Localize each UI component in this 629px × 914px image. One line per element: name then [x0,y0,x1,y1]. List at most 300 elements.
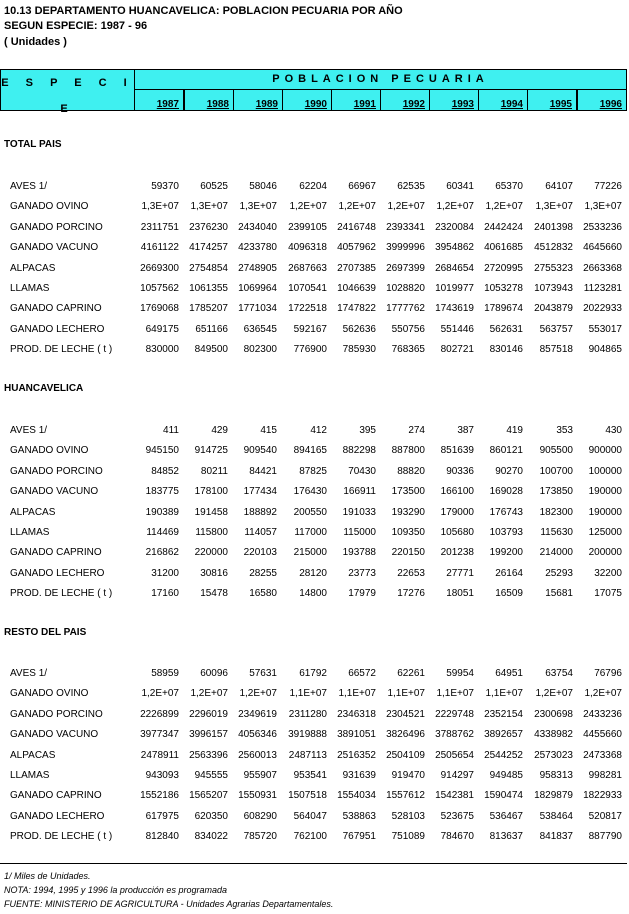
table-cell: 4645660 [583,242,622,253]
table-cell: 1,2E+07 [436,201,474,212]
row-label: AVES 1/ [10,181,48,192]
row-label: GANADO LECHERO [10,811,105,822]
row-label: GANADO OVINO [10,688,89,699]
table-cell: 617975 [145,811,179,822]
table-cell: 32200 [594,568,622,579]
table-cell: 2296019 [189,709,228,720]
table-cell: 27771 [446,568,474,579]
source-note: FUENTE: MINISTERIO DE AGRICULTURA - Unidades Agrarias Departamentales. [4,899,334,909]
table-cell: 2393341 [386,222,425,233]
row-label: PROD. DE LECHE ( t ) [10,344,113,355]
row-label: GANADO VACUNO [10,242,99,253]
table-cell: 562631 [489,324,523,335]
row-label: PROD. DE LECHE ( t ) [10,588,113,599]
table-cell: 1,3E+07 [535,201,573,212]
table-cell: 767951 [342,831,376,842]
table-cell: 76796 [594,668,622,679]
table-cell: 3826496 [386,729,425,740]
table-cell: 2754854 [189,263,228,274]
table-cell: 1554034 [337,790,376,801]
table-cell: 785930 [342,344,376,355]
section-total-pais: TOTAL PAIS [4,139,62,150]
table-cell: 419 [506,425,523,436]
table-cell: 860121 [489,445,523,456]
table-cell: 412 [310,425,327,436]
table-cell: 1057562 [140,283,179,294]
table-cell: 1,2E+07 [387,201,425,212]
table-cell: 851639 [440,445,474,456]
table-cell: 1,3E+07 [584,201,622,212]
row-label: GANADO OVINO [10,445,89,456]
table-cell: 90270 [495,466,523,477]
page-units: ( Unidades ) [4,36,67,48]
table-cell: 551446 [440,324,474,335]
table-cell: 429 [211,425,228,436]
table-cell: 84852 [151,466,179,477]
table-cell: 998281 [588,770,622,781]
table-cell: 2748905 [238,263,277,274]
table-cell: 16580 [249,588,277,599]
table-cell: 2663368 [583,263,622,274]
table-cell: 25293 [545,568,573,579]
table-cell: 430 [605,425,622,436]
table-cell: 636545 [243,324,277,335]
table-cell: 179000 [440,507,474,518]
row-label: GANADO PORCINO [10,466,103,477]
table-cell: 914725 [194,445,228,456]
table-cell: 2043879 [534,303,573,314]
table-cell: 2697399 [386,263,425,274]
table-cell: 2229748 [435,709,474,720]
table-cell: 1722518 [288,303,327,314]
row-label: ALPACAS [10,507,56,518]
table-cell: 62261 [397,668,425,679]
table-cell: 1552186 [140,790,179,801]
table-cell: 190000 [588,486,622,497]
table-cell: 802300 [243,344,277,355]
table-cell: 109350 [391,527,425,538]
table-cell: 2433236 [583,709,622,720]
table-cell: 3892657 [484,729,523,740]
row-label: GANADO CAPRINO [10,790,102,801]
table-cell: 114057 [244,527,277,538]
table-cell: 550756 [391,324,425,335]
table-cell: 2504109 [386,750,425,761]
table-cell: 1,1E+07 [338,688,376,699]
table-cell: 60096 [200,668,228,679]
table-cell: 1019977 [435,283,474,294]
table-cell: 15478 [200,588,228,599]
table-cell: 115630 [540,527,573,538]
table-cell: 955907 [243,770,277,781]
table-cell: 105680 [440,527,474,538]
table-cell: 1073943 [534,283,573,294]
table-cell: 900000 [588,445,622,456]
table-cell: 882298 [342,445,376,456]
table-cell: 62535 [397,181,425,192]
table-cell: 103793 [489,527,523,538]
table-cell: 945150 [145,445,179,456]
table-cell: 60341 [446,181,474,192]
table-cell: 528103 [391,811,425,822]
table-cell: 88820 [397,466,425,477]
table-cell: 1785207 [189,303,228,314]
table-cell: 887800 [391,445,425,456]
table-cell: 70430 [348,466,376,477]
table-cell: 59954 [446,668,474,679]
table-cell: 274 [408,425,425,436]
row-label: GANADO PORCINO [10,222,103,233]
row-label: AVES 1/ [10,425,48,436]
table-cell: 178100 [194,486,228,497]
table-cell: 1,1E+07 [289,688,327,699]
table-cell: 945555 [194,770,228,781]
table-cell: 77226 [594,181,622,192]
table-cell: 64107 [545,181,573,192]
section-huancavelica: HUANCAVELICA [4,383,84,394]
table-cell: 563757 [539,324,573,335]
table-cell: 190000 [588,507,622,518]
table-cell: 1069964 [238,283,277,294]
table-cell: 4056346 [238,729,277,740]
table-cell: 2346318 [337,709,376,720]
table-cell: 125000 [588,527,622,538]
table-cell: 943093 [145,770,179,781]
page-title: 10.13 DEPARTAMENTO HUANCAVELICA: POBLACION PECUARIA POR AÑO [4,5,403,17]
table-cell: 193290 [391,507,425,518]
table-cell: 751089 [391,831,425,842]
table-cell: 64951 [495,668,523,679]
table-cell: 23773 [348,568,376,579]
table-cell: 776900 [293,344,327,355]
table-cell: 2707385 [337,263,376,274]
table-cell: 2442424 [484,222,523,233]
table-cell: 1,2E+07 [338,201,376,212]
table-cell: 80211 [200,466,228,477]
header-poblacion-pecuaria: POBLACION PECUARIA [134,69,627,90]
table-cell: 4057962 [337,242,376,253]
table-cell: 1829879 [534,790,573,801]
table-cell: 220103 [243,547,277,558]
row-label: GANADO VACUNO [10,486,99,497]
table-cell: 62204 [299,181,327,192]
table-cell: 1,2E+07 [190,688,228,699]
table-cell: 1747822 [337,303,376,314]
table-cell: 30816 [200,568,228,579]
table-cell: 2573023 [534,750,573,761]
table-cell: 608290 [243,811,277,822]
table-cell: 2478911 [140,750,179,761]
footer-rule [0,863,627,864]
table-cell: 2516352 [337,750,376,761]
table-cell: 58959 [151,668,179,679]
note-programada: NOTA: 1994, 1995 y 1996 la producción es programada [4,885,227,895]
table-cell: 100000 [588,466,622,477]
table-cell: 2399105 [288,222,327,233]
year-header-1996: 1996 [577,89,627,111]
table-cell: 115800 [195,527,228,538]
year-header-1993: 1993 [429,89,479,111]
table-cell: 1743619 [435,303,474,314]
table-cell: 1542381 [435,790,474,801]
table-cell: 909540 [243,445,277,456]
table-cell: 914297 [440,770,474,781]
table-cell: 1789674 [484,303,523,314]
table-cell: 553017 [588,324,622,335]
table-cell: 1557612 [386,790,425,801]
row-label: GANADO CAPRINO [10,303,102,314]
table-cell: 190389 [145,507,179,518]
row-label: GANADO VACUNO [10,729,99,740]
table-cell: 1,3E+07 [141,201,179,212]
table-cell: 2022933 [583,303,622,314]
table-cell: 176430 [293,486,327,497]
table-cell: 220150 [391,547,425,558]
table-cell: 4455660 [583,729,622,740]
table-cell: 649175 [145,324,179,335]
table-cell: 117000 [294,527,327,538]
table-cell: 166100 [440,486,474,497]
table-cell: 3788762 [435,729,474,740]
table-cell: 17276 [397,588,425,599]
table-cell: 26164 [495,568,523,579]
table-cell: 520817 [588,811,622,822]
table-cell: 2687663 [288,263,327,274]
table-cell: 2416748 [337,222,376,233]
table-cell: 17160 [151,588,179,599]
row-label: GANADO CAPRINO [10,547,102,558]
table-cell: 1,3E+07 [239,201,277,212]
table-cell: 28120 [299,568,327,579]
table-cell: 1,2E+07 [239,688,277,699]
table-cell: 1046639 [337,283,376,294]
table-cell: 199200 [489,547,523,558]
table-cell: 2544252 [484,750,523,761]
table-cell: 2311751 [140,222,179,233]
table-cell: 173850 [539,486,573,497]
row-label: GANADO OVINO [10,201,89,212]
table-cell: 115000 [343,527,376,538]
table-cell: 14800 [299,588,327,599]
table-cell: 523675 [440,811,474,822]
table-cell: 353 [556,425,573,436]
table-cell: 1028820 [386,283,425,294]
table-cell: 1777762 [386,303,425,314]
table-cell: 4061685 [484,242,523,253]
table-cell: 931639 [342,770,376,781]
table-cell: 2505654 [435,750,474,761]
year-header-1995: 1995 [527,89,577,111]
table-cell: 2533236 [583,222,622,233]
table-cell: 830000 [145,344,179,355]
table-cell: 2755323 [534,263,573,274]
year-header-1994: 1994 [478,89,528,111]
table-cell: 90336 [446,466,474,477]
table-cell: 904865 [588,344,622,355]
table-cell: 538464 [539,811,573,822]
table-cell: 536467 [489,811,523,822]
table-cell: 395 [359,425,376,436]
table-cell: 4174257 [189,242,228,253]
table-cell: 3954862 [435,242,474,253]
table-cell: 1771034 [238,303,277,314]
table-cell: 183775 [145,486,179,497]
table-cell: 2434040 [238,222,277,233]
table-cell: 2376230 [189,222,228,233]
table-cell: 4096318 [288,242,327,253]
table-cell: 200550 [293,507,327,518]
table-cell: 887790 [588,831,622,842]
table-cell: 592167 [293,324,327,335]
table-cell: 1123281 [583,283,622,294]
table-cell: 4512832 [534,242,573,253]
table-cell: 2349619 [238,709,277,720]
table-cell: 15681 [545,588,573,599]
year-header-1990: 1990 [282,89,332,111]
table-cell: 3999996 [386,242,425,253]
table-cell: 953541 [293,770,327,781]
table-cell: 4338982 [534,729,573,740]
row-label: GANADO PORCINO [10,709,103,720]
table-cell: 2311280 [288,709,327,720]
table-cell: 2560013 [238,750,277,761]
table-cell: 166911 [343,486,376,497]
table-cell: 58046 [249,181,277,192]
table-cell: 191033 [342,507,376,518]
row-label: ALPACAS [10,263,56,274]
table-cell: 1,3E+07 [190,201,228,212]
table-cell: 2401398 [534,222,573,233]
table-cell: 63754 [545,668,573,679]
table-cell: 1769068 [140,303,179,314]
table-cell: 785720 [243,831,277,842]
table-cell: 834022 [194,831,228,842]
table-cell: 22653 [397,568,425,579]
table-cell: 31200 [151,568,179,579]
table-cell: 1,2E+07 [141,688,179,699]
table-cell: 387 [457,425,474,436]
table-cell: 784670 [440,831,474,842]
table-cell: 1070541 [288,283,327,294]
table-cell: 1507518 [288,790,327,801]
table-cell: 2226899 [140,709,179,720]
row-label: AVES 1/ [10,668,48,679]
table-cell: 1,1E+07 [485,688,523,699]
table-cell: 620350 [194,811,228,822]
table-cell: 66967 [348,181,376,192]
row-label: GANADO LECHERO [10,568,105,579]
table-cell: 1550931 [238,790,277,801]
table-cell: 65370 [495,181,523,192]
table-cell: 216862 [145,547,179,558]
table-cell: 1061355 [189,283,228,294]
table-cell: 4233780 [238,242,277,253]
row-label: LLAMAS [10,527,50,538]
year-header-1989: 1989 [233,89,283,111]
table-cell: 87825 [299,466,327,477]
table-cell: 812840 [145,831,179,842]
page-subtitle: SEGUN ESPECIE: 1987 - 96 [4,20,148,32]
table-cell: 17075 [594,588,622,599]
table-cell: 813637 [489,831,523,842]
table-cell: 2320084 [435,222,474,233]
table-cell: 169028 [489,486,523,497]
table-cell: 16509 [495,588,523,599]
table-cell: 841837 [539,831,573,842]
table-cell: 2684654 [435,263,474,274]
table-cell: 100700 [539,466,573,477]
section-resto-del-pais: RESTO DEL PAIS [4,627,87,638]
year-header-1987: 1987 [134,89,184,111]
table-cell: 830146 [489,344,523,355]
table-cell: 651166 [195,324,228,335]
table-cell: 3919888 [288,729,327,740]
table-cell: 176743 [489,507,523,518]
table-cell: 2304521 [386,709,425,720]
table-cell: 2669300 [140,263,179,274]
table-cell: 857518 [539,344,573,355]
table-cell: 768365 [391,344,425,355]
row-label: PROD. DE LECHE ( t ) [10,831,113,842]
table-cell: 200000 [588,547,622,558]
table-cell: 4161122 [140,242,179,253]
table-cell: 1,1E+07 [436,688,474,699]
table-cell: 1,2E+07 [289,201,327,212]
footnote-1: 1/ Miles de Unidades. [4,871,91,881]
table-cell: 905500 [539,445,573,456]
table-cell: 958313 [539,770,573,781]
table-cell: 919470 [391,770,425,781]
row-label: ALPACAS [10,750,56,761]
table-cell: 762100 [293,831,327,842]
table-cell: 182300 [539,507,573,518]
table-cell: 57631 [249,668,277,679]
table-cell: 2300698 [534,709,573,720]
table-cell: 191458 [194,507,228,518]
table-cell: 411 [163,425,179,436]
table-cell: 1,1E+07 [387,688,425,699]
table-cell: 220000 [194,547,228,558]
table-cell: 1590474 [484,790,523,801]
table-cell: 188892 [243,507,277,518]
year-header-1992: 1992 [380,89,430,111]
table-cell: 214000 [539,547,573,558]
table-cell: 415 [260,425,277,436]
row-label: LLAMAS [10,283,50,294]
table-cell: 849500 [194,344,228,355]
table-cell: 3891051 [337,729,376,740]
table-cell: 2720995 [484,263,523,274]
table-cell: 28255 [249,568,277,579]
table-cell: 949485 [489,770,523,781]
table-cell: 173500 [391,486,425,497]
table-cell: 17979 [348,588,376,599]
table-cell: 1822933 [583,790,622,801]
table-cell: 1,2E+07 [535,688,573,699]
table-cell: 3977347 [140,729,179,740]
table-cell: 18051 [446,588,474,599]
table-cell: 84421 [249,466,277,477]
row-label: GANADO LECHERO [10,324,105,335]
table-cell: 1565207 [189,790,228,801]
table-cell: 59370 [151,181,179,192]
table-cell: 215000 [293,547,327,558]
year-header-1988: 1988 [184,89,234,111]
table-cell: 193788 [342,547,376,558]
table-cell: 177434 [243,486,277,497]
header-especie: E S P E C I E [0,69,135,111]
table-cell: 1,2E+07 [584,688,622,699]
